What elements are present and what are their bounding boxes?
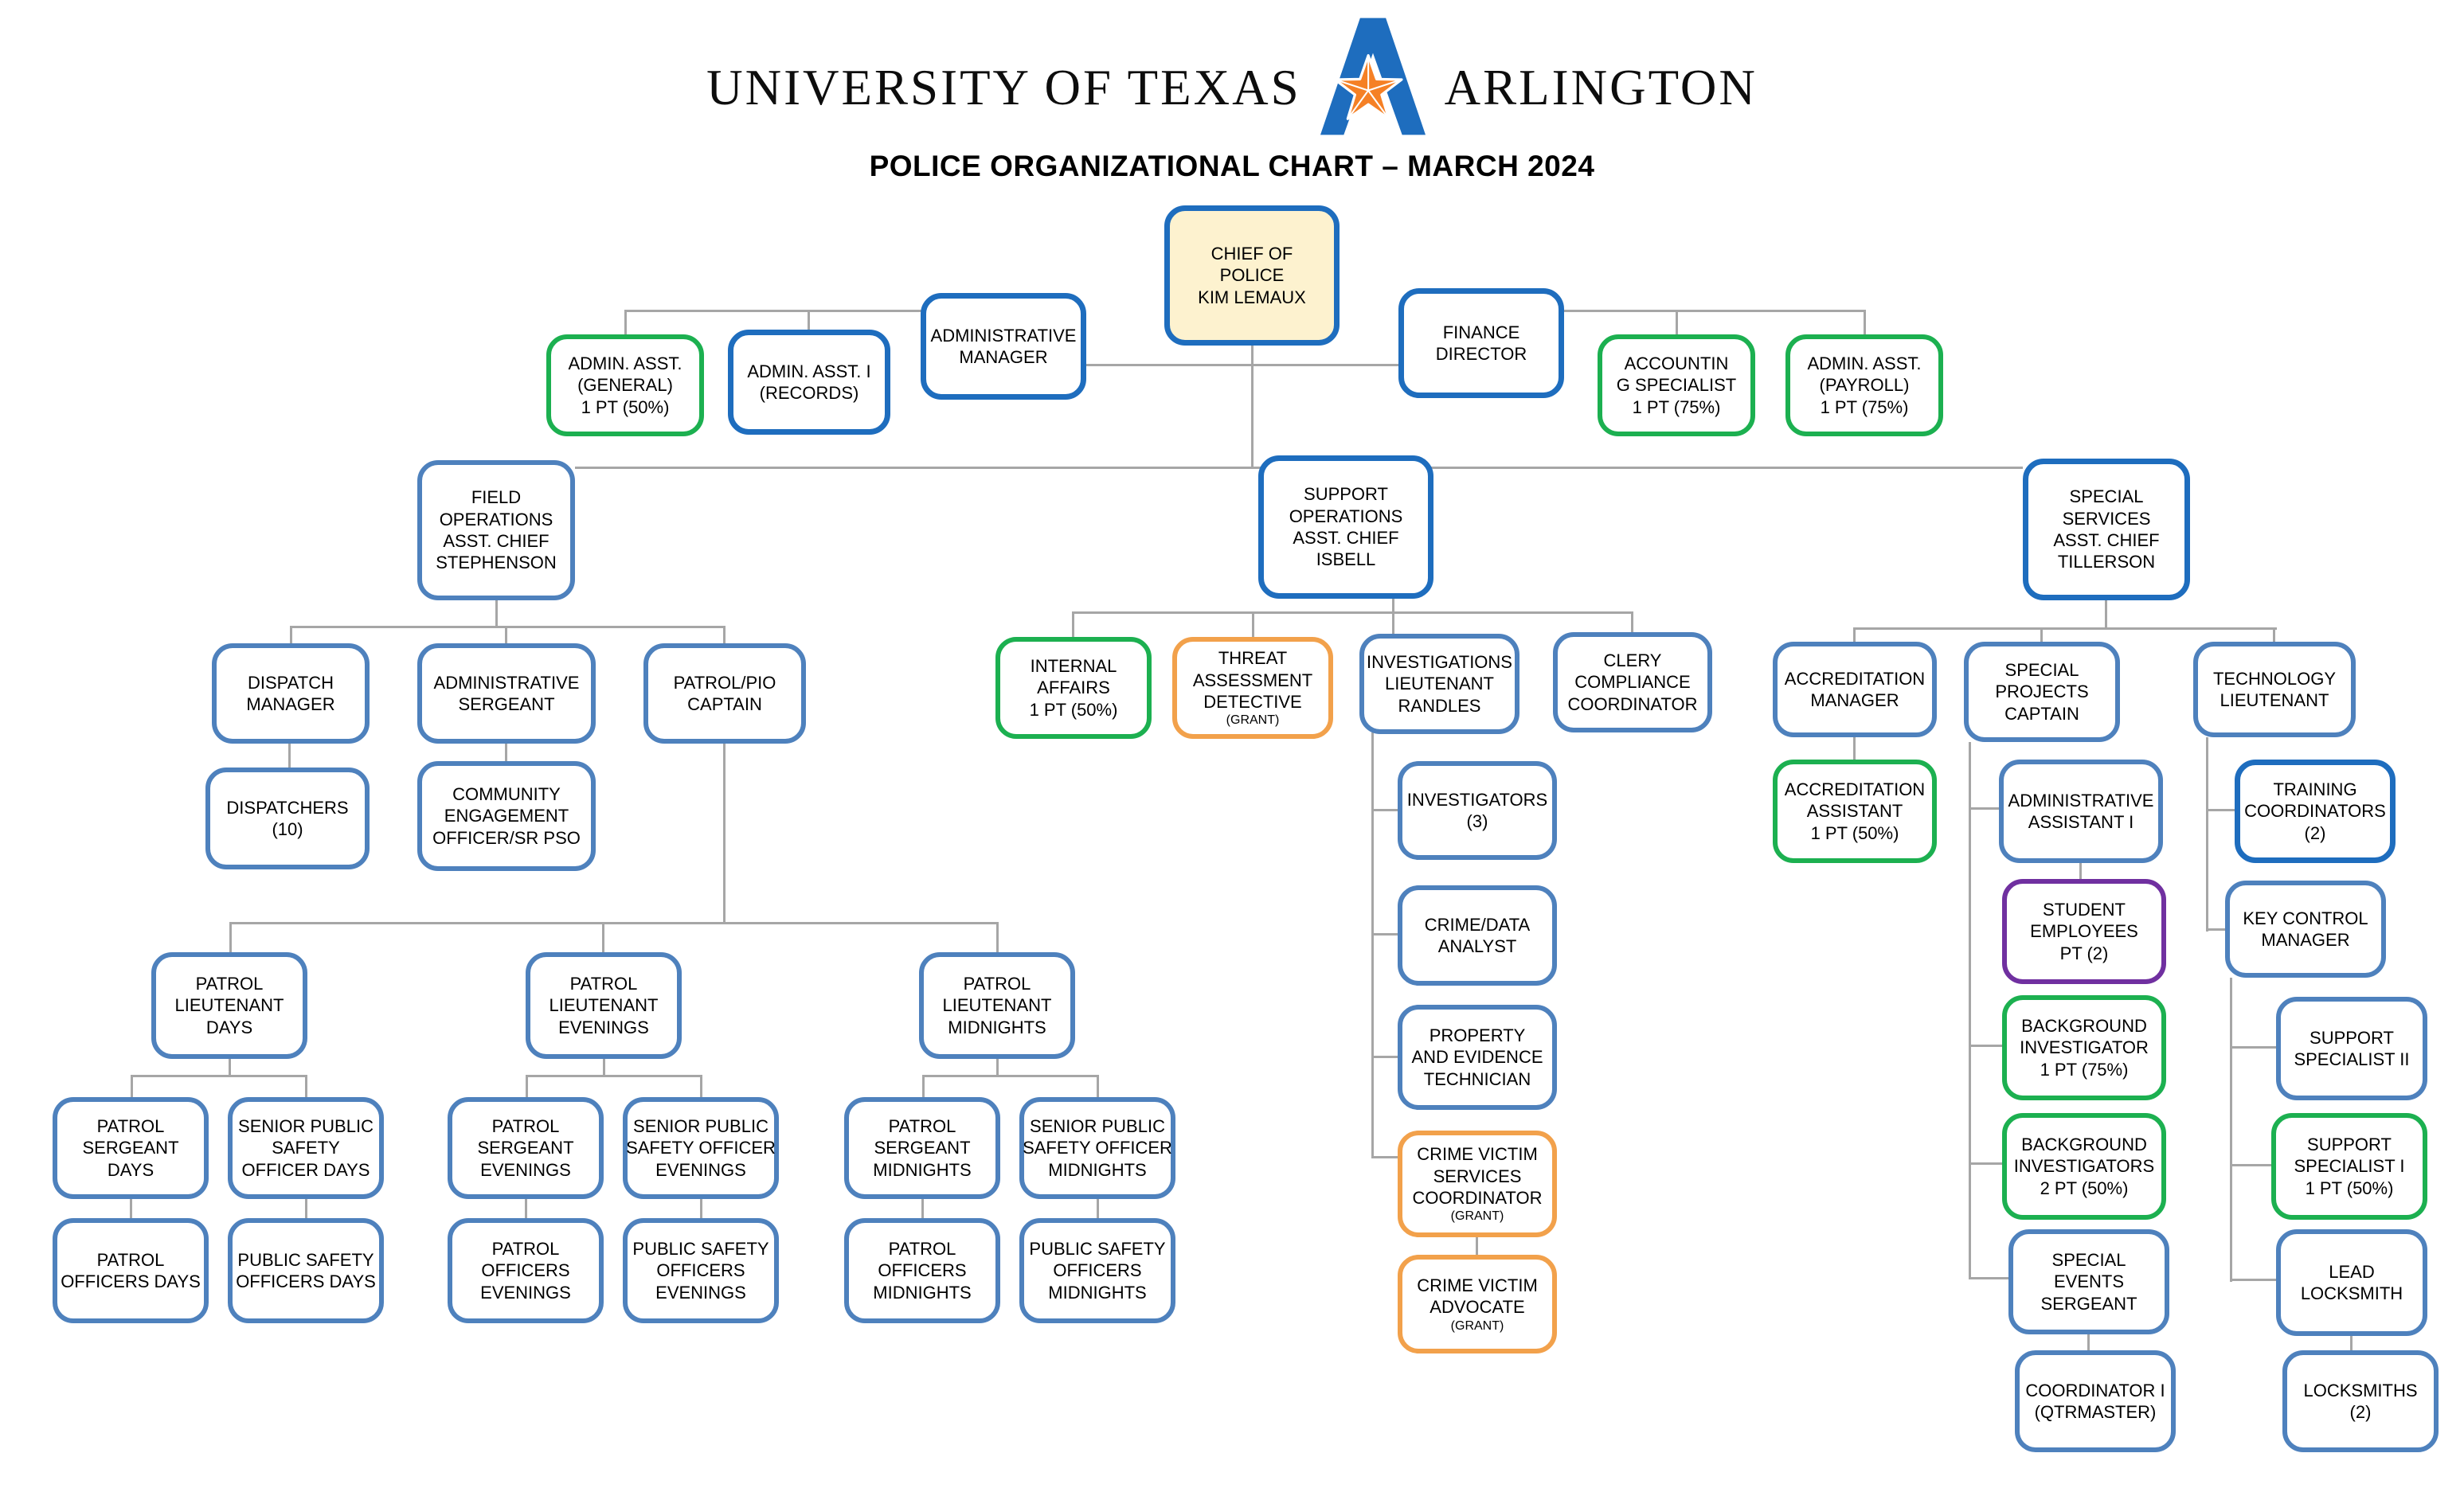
org-node-label-line: MIDNIGHTS (873, 1159, 972, 1180)
org-node-label-line: INVESTIGATORS (1406, 789, 1548, 810)
org-node-label-line: CAPTAIN (687, 694, 762, 714)
connector-line (1855, 627, 2277, 630)
org-node-internal-affairs (995, 637, 1152, 739)
connector-line (2040, 627, 2043, 643)
org-node-label-line: ACCOUNTIN (1624, 353, 1729, 374)
org-node-label-line: STEPHENSON (436, 553, 557, 573)
org-node-background-investigator (2002, 995, 2166, 1100)
org-node-label-line: KIM LEMAUX (1198, 287, 1306, 307)
org-node-label-line: OFFICERS (481, 1260, 570, 1281)
org-node-senior-pso-midnights (1019, 1097, 1175, 1199)
org-node-label-line: PATROL/PIO (673, 672, 776, 693)
connector-line (131, 1075, 133, 1099)
connector-line (1097, 1075, 1099, 1099)
org-node-label-line: PATROL (569, 974, 638, 994)
connector-line (1564, 310, 1865, 312)
org-node-label-line: INTERNAL (1030, 656, 1117, 677)
org-node-label-line: SERVICES (2062, 508, 2151, 529)
org-node-label-line: (3) (1466, 811, 1488, 831)
org-node-key-control-manager (2225, 881, 2386, 978)
org-node-investigations-lieutenant (1359, 634, 1519, 734)
org-node-label-line: SAFETY (272, 1138, 340, 1158)
org-node-label-line: ASST. CHIEF (1293, 528, 1399, 548)
org-node-label-line: MIDNIGHTS (1048, 1282, 1147, 1303)
org-node-label-line: ASSESSMENT (1192, 670, 1313, 690)
connector-line (229, 922, 232, 954)
org-node-label-line: PATROL (888, 1239, 956, 1260)
org-node-support-operations-asst-chief (1258, 455, 1433, 599)
org-node-label-line: PATROL (96, 1116, 165, 1137)
org-node-label-line: AFFAIRS (1037, 678, 1110, 698)
org-node-special-projects-captain (1964, 642, 2120, 742)
org-node-label-line: PATROL (195, 974, 264, 994)
connector-line (2206, 737, 2208, 932)
org-node-label-line: OPERATIONS (1289, 506, 1403, 526)
org-node-label-line: SERVICES (1433, 1166, 1522, 1186)
org-node-patrol-officers-midnights (844, 1218, 1000, 1323)
org-node-label-line: SPECIALIST II (2294, 1049, 2410, 1069)
connector-line (305, 1199, 307, 1220)
org-node-patrol-sergeant-days (53, 1097, 209, 1199)
org-node-label-line: DAYS (107, 1159, 154, 1180)
connector-line (229, 922, 998, 924)
org-node-patrol-pio-captain (643, 643, 806, 744)
org-node-label-line: SENIOR PUBLIC (1030, 1116, 1165, 1137)
org-node-public-safety-officers-days (228, 1218, 384, 1323)
org-node-training-coordinators (2235, 760, 2396, 863)
org-node-crime-victim-services-coordinator (1398, 1131, 1557, 1237)
connector-line (130, 1199, 132, 1220)
org-node-accreditation-manager (1773, 642, 1937, 737)
connector-line (2079, 863, 2082, 881)
org-node-label-line: INVESTIGATIONS (1367, 652, 1512, 673)
connector-line (1252, 611, 1254, 639)
org-node-label-line: 1 PT (75%) (1820, 396, 1909, 417)
org-node-label-line: PATROL (888, 1116, 956, 1137)
org-node-label-line: 2 PT (50%) (2040, 1178, 2129, 1198)
org-node-crime-data-analyst (1398, 885, 1557, 986)
org-node-label-line: COORDINATOR I (2025, 1380, 2165, 1400)
org-node-admin-asst-general (546, 334, 704, 436)
connector-line (1097, 1199, 1099, 1220)
title-left-text: UNIVERSITY OF TEXAS (706, 59, 1301, 115)
org-node-label-line: MANAGER (2261, 930, 2350, 950)
org-node-threat-assessment-detective (1172, 637, 1333, 739)
grant-tag: (GRANT) (1226, 713, 1280, 728)
org-node-label-line: MANAGER (246, 694, 335, 714)
org-node-label-line: MANAGER (959, 347, 1048, 367)
connector-line (305, 1075, 307, 1099)
org-node-accounting-specialist (1598, 334, 1755, 436)
org-node-label-line: SERGEANT (2040, 1293, 2137, 1314)
connector-line (290, 626, 292, 645)
org-node-label-line: SAFETY OFFICER (626, 1138, 776, 1158)
connector-line (1969, 1277, 2010, 1279)
connector-line (2230, 1164, 2273, 1166)
org-node-label-line: OFFICERS (878, 1260, 967, 1281)
org-node-label-line: SERGEANT (477, 1138, 574, 1158)
org-node-label-line: KEY CONTROL (2243, 908, 2368, 928)
org-node-support-specialist-i (2271, 1113, 2427, 1220)
org-node-lead-locksmith (2276, 1229, 2427, 1336)
org-node-label-line: EVENTS (2053, 1271, 2125, 1292)
org-node-label-line: OFFICER DAYS (241, 1159, 370, 1180)
connector-line (229, 1059, 231, 1076)
org-node-label-line: COORDINATOR (1412, 1187, 1543, 1208)
org-node-field-operations-asst-chief (417, 460, 575, 600)
org-node-label-line: DETECTIVE (1203, 691, 1302, 712)
org-node-community-engagement-officer (417, 761, 596, 871)
connector-line (131, 1075, 307, 1077)
org-node-label-line: SAFETY OFFICER (1023, 1138, 1172, 1158)
chart-subtitle: POLICE ORGANIZATIONAL CHART – MARCH 2024 (869, 150, 1595, 182)
connector-line (2206, 809, 2236, 811)
org-node-label-line: TILLERSON (2057, 552, 2156, 572)
connector-line (1969, 742, 1971, 1279)
org-node-label-line: CRIME VICTIM (1417, 1144, 1538, 1165)
org-node-label-line: PATROL (491, 1116, 560, 1137)
connector-line (1072, 611, 1074, 639)
org-node-label-line: ADVOCATE (1430, 1297, 1525, 1318)
org-node-label-line: SUPPORT (2310, 1027, 2394, 1048)
org-node-label-line: SPECIAL (2051, 1250, 2126, 1271)
connector-line (1392, 599, 1394, 635)
connector-line (1086, 364, 1398, 366)
connector-line (1476, 1237, 1478, 1256)
org-node-label-line: ASSISTANT I (2028, 812, 2134, 832)
connector-line (808, 310, 810, 331)
org-node-label-line: PATROL (96, 1249, 165, 1270)
connector-line (624, 310, 922, 312)
org-node-label-line: CRIME/DATA (1424, 914, 1531, 935)
title-right-text: ARLINGTON (1444, 59, 1758, 115)
org-node-patrol-lieutenant-evenings (526, 952, 682, 1059)
org-node-label-line: 1 PT (75%) (2040, 1059, 2129, 1080)
org-node-investigators (1398, 761, 1557, 860)
connector-line (723, 744, 726, 924)
org-node-label-line: OFFICERS DAYS (61, 1271, 201, 1291)
org-node-label-line: PROJECTS (1995, 682, 2089, 702)
org-node-label-line: COORDINATOR (1567, 693, 1698, 714)
org-node-label-line: CRIME VICTIM (1417, 1275, 1538, 1296)
org-node-special-events-sergeant (2008, 1229, 2169, 1334)
connector-line (2350, 1336, 2353, 1352)
org-node-label-line: 1 PT (50%) (1029, 699, 1118, 720)
org-node-label-line: PUBLIC SAFETY (237, 1249, 374, 1270)
org-node-public-safety-officers-evenings (623, 1218, 779, 1323)
org-node-label-line: PATROL (963, 974, 1031, 994)
connector-line (921, 1199, 924, 1220)
org-node-label-line: TECHNICIAN (1423, 1068, 1531, 1089)
connector-line (2105, 600, 2107, 629)
connector-line (1371, 1156, 1400, 1158)
org-node-patrol-lieutenant-days (151, 952, 307, 1059)
org-node-label-line: MIDNIGHTS (873, 1282, 972, 1303)
org-node-label-line: 1 PT (50%) (1810, 822, 1899, 843)
org-node-label-line: LIEUTENANT (1385, 674, 1494, 694)
org-node-dispatchers (205, 768, 370, 869)
org-node-label-line: DISPATCH (248, 672, 334, 693)
connector-line (1371, 1056, 1400, 1058)
org-node-label-line: SPECIAL (2069, 486, 2144, 507)
org-node-label-line: LOCKSMITH (2300, 1283, 2403, 1303)
org-node-label-line: CLERY (1603, 650, 1662, 671)
org-node-label-line: ADMINISTRATIVE (433, 672, 580, 693)
org-node-label-line: SERGEANT (874, 1138, 971, 1158)
org-node-label-line: G SPECIALIST (1616, 375, 1737, 396)
org-node-administrative-assistant-i (1999, 760, 2163, 863)
org-node-label-line: FINANCE (1442, 322, 1520, 342)
org-node-technology-lieutenant (2193, 642, 2356, 737)
org-node-coordinator-i-qtrmaster (2015, 1350, 2176, 1452)
connector-line (1853, 737, 1856, 761)
connector-line (290, 626, 726, 628)
university-title (0, 38, 2464, 137)
org-node-special-services-asst-chief (2023, 459, 2190, 600)
grant-tag: (GRANT) (1450, 1209, 1504, 1224)
org-node-label-line: POLICE (1219, 265, 1285, 286)
org-node-label-line: EMPLOYEES (2030, 921, 2138, 942)
connector-line (525, 1199, 527, 1220)
org-node-label-line: ASST. CHIEF (443, 531, 550, 551)
org-node-admin-asst-records (728, 330, 890, 435)
org-node-label-line: SENIOR PUBLIC (238, 1116, 374, 1137)
org-node-label-line: CHIEF OF (1210, 244, 1293, 264)
org-node-label-line: EVENINGS (655, 1159, 746, 1180)
org-node-label-line: AND EVIDENCE (1411, 1047, 1543, 1068)
connector-line (1853, 627, 1856, 643)
org-node-label-line: DIRECTOR (1435, 344, 1527, 364)
org-node-label-line: DAYS (205, 1017, 253, 1037)
org-node-label-line: OFFICERS DAYS (236, 1271, 376, 1291)
org-node-patrol-officers-days (53, 1218, 209, 1323)
org-node-label-line: PUBLIC SAFETY (1029, 1239, 1166, 1260)
org-node-chief-of-police (1164, 205, 1340, 346)
org-node-label-line: COORDINATORS (2244, 801, 2386, 822)
connector-line (723, 626, 726, 645)
org-node-label-line: SUPPORT (2307, 1135, 2392, 1155)
org-node-label-line: EVENINGS (655, 1282, 746, 1303)
org-node-label-line: LIEUTENANT (942, 995, 1052, 1016)
org-node-label-line: OPERATIONS (439, 509, 553, 529)
org-node-label-line: ASSISTANT (1806, 801, 1903, 822)
connector-line (922, 1075, 1099, 1077)
connector-line (1676, 310, 1678, 336)
connector-line (288, 744, 291, 769)
org-node-label-line: MANAGER (1810, 690, 1899, 710)
org-node-background-investigators (2002, 1113, 2166, 1220)
org-node-label-line: STUDENT (2043, 900, 2126, 920)
connector-line (700, 1199, 702, 1220)
org-node-label-line: ISBELL (1316, 549, 1376, 570)
org-node-label-line: SERGEANT (458, 694, 555, 714)
org-node-label-line: INVESTIGATOR (2020, 1037, 2149, 1058)
connector-line (996, 922, 999, 954)
org-node-label-line: MIDNIGHTS (1048, 1159, 1147, 1180)
connector-line (1969, 1045, 2004, 1047)
org-node-student-employees (2002, 879, 2166, 984)
org-node-label-line: INVESTIGATORS (2013, 1156, 2155, 1177)
org-node-label-line: BACKGROUND (2021, 1135, 2147, 1155)
org-node-label-line: PROPERTY (1429, 1025, 1526, 1046)
org-node-patrol-lieutenant-midnights (919, 952, 1075, 1059)
org-node-label-line: SERGEANT (82, 1138, 179, 1158)
org-node-dispatch-manager (212, 643, 370, 744)
connector-line (1371, 809, 1400, 811)
connector-line (1371, 732, 1374, 1158)
connector-line (526, 1075, 702, 1077)
org-node-label-line: 1 PT (75%) (1632, 396, 1721, 417)
org-node-label-line: COMMUNITY (452, 784, 561, 805)
connector-line (1371, 933, 1400, 935)
connector-line (2087, 1334, 2090, 1352)
org-node-label-line: TECHNOLOGY (2212, 668, 2337, 689)
org-node-label-line: THREAT (1218, 648, 1288, 669)
org-node-label-line: (2) (2304, 822, 2326, 843)
org-node-label-line: ADMIN. ASST. I (747, 361, 871, 381)
org-node-label-line: (RECORDS) (759, 383, 859, 403)
org-node-label-line: (10) (272, 819, 303, 839)
org-node-label-line: ANALYST (1437, 936, 1517, 956)
org-node-label-line: (PAYROLL) (1819, 375, 1910, 396)
org-node-label-line: SPECIALIST I (2294, 1156, 2405, 1177)
connector-line (495, 600, 498, 627)
org-node-label-line: LOCKSMITHS (2303, 1380, 2418, 1400)
org-node-label-line: LIEUTENANT (549, 995, 659, 1016)
org-node-administrative-sergeant (417, 643, 596, 744)
connector-line (624, 310, 627, 336)
org-node-locksmiths (2282, 1350, 2439, 1452)
org-node-crime-victim-advocate (1398, 1255, 1557, 1353)
org-node-label-line: SENIOR PUBLIC (633, 1116, 769, 1137)
org-node-label-line: ADMIN. ASST. (568, 353, 682, 374)
connector-line (1074, 611, 1633, 614)
org-node-label-line: EVENINGS (480, 1159, 571, 1180)
connector-line (526, 1075, 528, 1099)
connector-line (2230, 978, 2232, 1282)
connector-line (505, 626, 507, 645)
org-node-label-line: BACKGROUND (2021, 1016, 2147, 1037)
org-node-label-line: PUBLIC SAFETY (632, 1239, 769, 1260)
connector-line (603, 1059, 605, 1076)
connector-line (505, 744, 507, 763)
org-node-label-line: (2) (2349, 1402, 2372, 1422)
org-node-administrative-manager (921, 293, 1086, 400)
org-node-clery-compliance-coordinator (1553, 632, 1712, 732)
org-node-senior-pso-evenings (623, 1097, 779, 1199)
org-node-label-line: (GENERAL) (577, 375, 673, 396)
org-node-property-evidence-technician (1398, 1005, 1557, 1110)
org-node-label-line: (QTRMASTER) (2034, 1402, 2157, 1422)
chart-header (0, 0, 2464, 183)
connector-line (2273, 627, 2275, 643)
org-node-label-line: 1 PT (50%) (2305, 1178, 2394, 1198)
connector-line (922, 1075, 925, 1099)
org-node-label-line: ENGAGEMENT (444, 806, 569, 826)
org-node-support-specialist-ii (2276, 997, 2427, 1100)
org-node-label-line: PATROL (491, 1239, 560, 1260)
org-node-label-line: TRAINING (2273, 779, 2357, 800)
org-node-label-line: EVENINGS (480, 1282, 571, 1303)
uta-a-star-logo-icon (1320, 18, 1426, 148)
org-node-label-line: ACCREDITATION (1784, 668, 1926, 689)
org-node-label-line: ADMINISTRATIVE (930, 325, 1077, 346)
org-node-label-line: 1 PT (50%) (581, 396, 670, 417)
org-node-label-line: ACCREDITATION (1784, 779, 1926, 800)
org-node-patrol-officers-evenings (448, 1218, 604, 1323)
org-node-label-line: COMPLIANCE (1574, 672, 1691, 693)
org-node-label-line: EVENINGS (558, 1017, 649, 1037)
connector-line (700, 1075, 702, 1099)
connector-line (1631, 611, 1633, 634)
connector-line (2206, 928, 2227, 931)
connector-line (2230, 1279, 2278, 1281)
org-node-label-line: MIDNIGHTS (948, 1017, 1046, 1037)
org-node-label-line: PT (2) (2059, 943, 2109, 963)
org-node-label-line: OFFICER/SR PSO (432, 827, 581, 848)
connector-line (1969, 1162, 2004, 1165)
org-node-finance-director (1398, 288, 1564, 398)
org-node-label-line: CAPTAIN (2004, 703, 2079, 724)
connector-line (2230, 1046, 2278, 1049)
org-node-patrol-sergeant-midnights (844, 1097, 1000, 1199)
org-node-public-safety-officers-midnights (1019, 1218, 1175, 1323)
org-node-patrol-sergeant-evenings (448, 1097, 604, 1199)
org-node-label-line: LEAD (2329, 1261, 2375, 1282)
org-node-label-line: ASST. CHIEF (2053, 530, 2160, 550)
connector-line (602, 922, 604, 954)
org-node-label-line: OFFICERS (656, 1260, 745, 1281)
org-node-label-line: FIELD (471, 487, 522, 508)
org-node-label-line: SUPPORT (1304, 484, 1388, 505)
org-node-label-line: DISPATCHERS (226, 797, 349, 818)
org-node-accreditation-assistant (1773, 760, 1937, 863)
org-node-label-line: ADMINISTRATIVE (2008, 790, 2154, 810)
grant-tag: (GRANT) (1450, 1318, 1504, 1333)
org-node-admin-asst-payroll (1785, 334, 1943, 436)
org-node-label-line: RANDLES (1398, 695, 1481, 716)
org-node-label-line: LIEUTENANT (2220, 690, 2329, 710)
connector-line (996, 1059, 999, 1076)
org-node-label-line: LIEUTENANT (174, 995, 284, 1016)
org-node-label-line: OFFICERS (1053, 1260, 1142, 1281)
connector-line (1864, 310, 1866, 336)
connector-line (1969, 807, 2001, 810)
org-node-label-line: ADMIN. ASST. (1807, 353, 1922, 374)
org-node-label-line: SPECIAL (2004, 660, 2079, 681)
org-node-senior-pso-days (228, 1097, 384, 1199)
